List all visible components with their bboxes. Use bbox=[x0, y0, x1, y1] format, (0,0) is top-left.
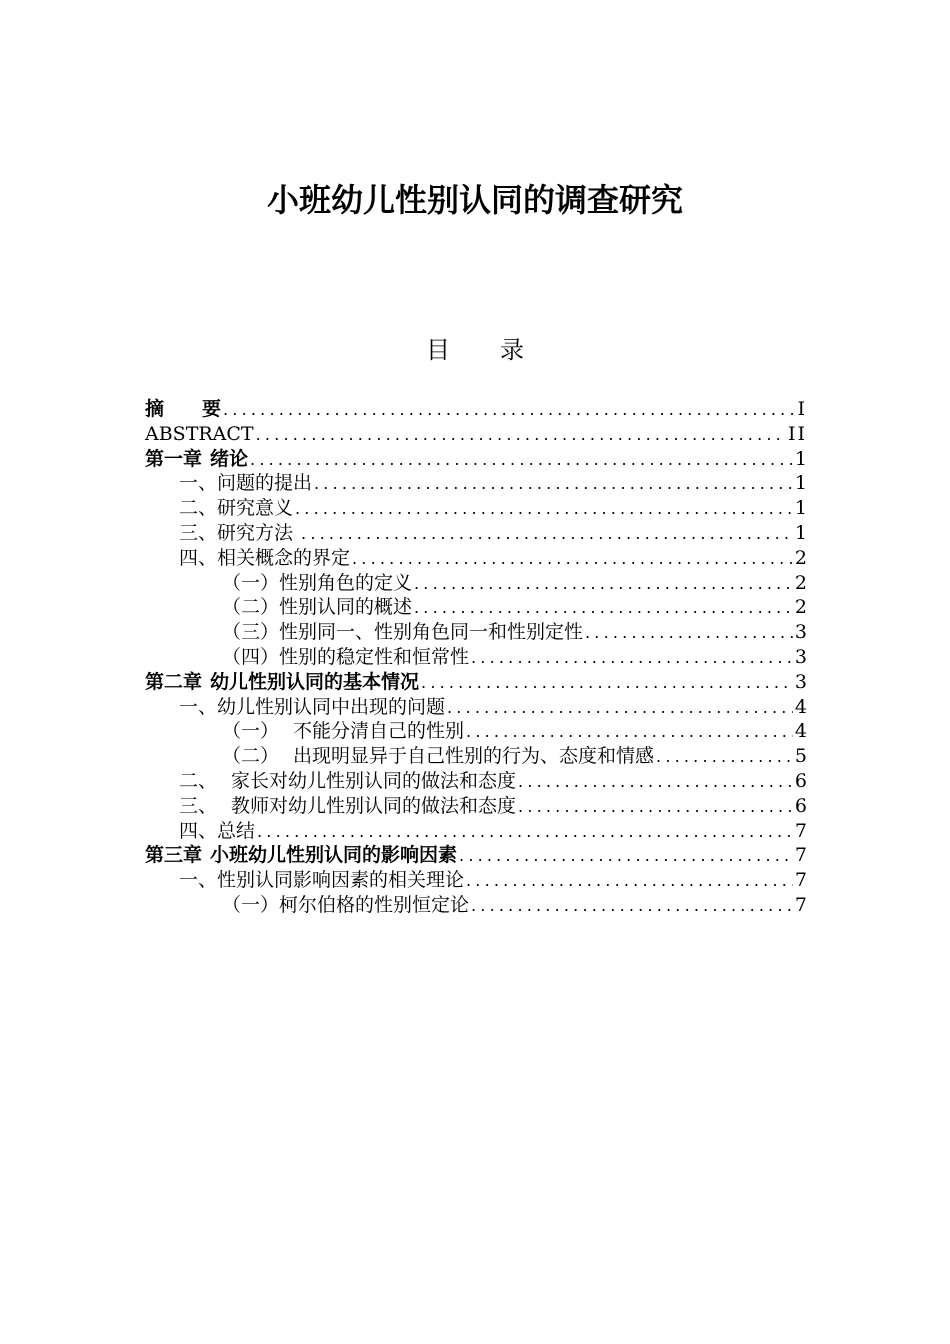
toc-entry-page: 1 bbox=[794, 497, 807, 520]
toc-leader-dots bbox=[466, 720, 793, 745]
toc-entry-label: 第一章 绪论 bbox=[145, 447, 249, 470]
toc-entry-label: 第三章 小班幼儿性别认同的影响因素 bbox=[145, 844, 458, 867]
toc-entry[interactable] bbox=[145, 893, 807, 918]
toc-entry[interactable] bbox=[145, 719, 807, 744]
toc-entry[interactable] bbox=[145, 546, 807, 571]
toc-leader-dots bbox=[656, 745, 793, 770]
toc-entry[interactable] bbox=[145, 397, 807, 422]
toc-entry[interactable] bbox=[145, 422, 807, 447]
toc-entry[interactable] bbox=[145, 819, 807, 844]
toc-entry-label: 一、性别认同影响因素的相关理论 bbox=[179, 869, 465, 892]
toc-entry-number: 二、 bbox=[179, 769, 218, 792]
toc-entry-label: （一）性别角色的定义 bbox=[222, 571, 413, 594]
toc-entry-page: 4 bbox=[794, 720, 807, 743]
toc-entry[interactable] bbox=[145, 843, 807, 868]
toc-heading-char: 录 bbox=[500, 336, 524, 364]
toc-leader-dots bbox=[257, 820, 793, 845]
toc-leader-dots bbox=[352, 547, 793, 572]
toc-entry[interactable] bbox=[145, 744, 807, 769]
toc-entry[interactable] bbox=[145, 620, 807, 645]
toc-entry-number: 第一章 bbox=[145, 447, 203, 470]
toc-entry-label: ABSTRACT bbox=[145, 422, 254, 445]
toc-leader-dots bbox=[459, 844, 793, 869]
toc-entry[interactable] bbox=[145, 571, 807, 596]
toc-leader-dots bbox=[471, 894, 793, 919]
toc-entry-label: （一）柯尔伯格的性别恒定论 bbox=[222, 893, 470, 916]
toc-entry[interactable] bbox=[145, 496, 807, 521]
toc-entry[interactable] bbox=[145, 670, 807, 695]
toc-entry[interactable] bbox=[145, 447, 807, 472]
toc-entry-page: 1 bbox=[794, 447, 807, 470]
toc-entry-page: 7 bbox=[794, 893, 807, 916]
toc-entry[interactable] bbox=[145, 868, 807, 893]
toc-leader-dots bbox=[447, 696, 793, 721]
toc-entry-page: 2 bbox=[794, 571, 807, 594]
toc-entry-page: 1 bbox=[794, 472, 807, 495]
toc-entry-page: 4 bbox=[794, 695, 807, 718]
toc-entry-label: 四、相关概念的界定 bbox=[179, 546, 351, 569]
toc-entry-page: II bbox=[787, 422, 807, 445]
toc-entry-label: 二、研究意义 bbox=[179, 497, 294, 520]
toc-entry-label: 一、问题的提出 bbox=[179, 472, 313, 495]
toc-entry[interactable] bbox=[145, 521, 807, 546]
document-title: 小班幼儿性别认同的调查研究 bbox=[266, 181, 683, 219]
toc-leader-dots bbox=[314, 472, 793, 497]
toc-entry-page: 1 bbox=[794, 521, 807, 544]
toc-entry-label: 第二章 幼儿性别认同的基本情况 bbox=[145, 670, 420, 693]
toc-entry-page: 2 bbox=[794, 546, 807, 569]
toc-entry-number: 第三章 bbox=[145, 844, 203, 867]
toc-entry-number: 第二章 bbox=[145, 670, 203, 693]
toc-leader-dots bbox=[256, 423, 786, 448]
toc-heading bbox=[0, 332, 950, 368]
toc-entry[interactable] bbox=[145, 645, 807, 670]
toc-entry-page: 6 bbox=[794, 794, 807, 817]
toc-leader-dots bbox=[295, 497, 793, 522]
toc-entry-number: （二） bbox=[222, 745, 280, 768]
toc-entry-page: 7 bbox=[794, 869, 807, 892]
toc-entry-page: 6 bbox=[794, 769, 807, 792]
toc-entry-label: 四、总结 bbox=[179, 819, 256, 842]
toc-entry[interactable] bbox=[145, 595, 807, 620]
toc-entry-page: 2 bbox=[794, 596, 807, 619]
toc-entry-page: 3 bbox=[794, 670, 807, 693]
toc-entry-number: （一） bbox=[222, 720, 280, 743]
toc-entry-label: 摘 要 bbox=[145, 398, 222, 420]
toc-entry-label: 二、 家长对幼儿性别认同的做法和态度 bbox=[179, 769, 517, 792]
toc-leader-dots bbox=[414, 572, 793, 597]
toc-leader-dots bbox=[414, 596, 793, 621]
toc-leader-dots bbox=[301, 522, 793, 547]
toc-entry-label: （二） 出现明显异于自己性别的行为、态度和情感 bbox=[222, 745, 655, 768]
toc-entry-label: （一） 不能分清自己的性别 bbox=[222, 720, 465, 743]
toc-leader-dots bbox=[223, 398, 795, 423]
toc-entry[interactable] bbox=[145, 794, 807, 819]
toc-entry-label: 一、幼儿性别认同中出现的问题 bbox=[179, 695, 446, 718]
toc-entry-page: I bbox=[797, 398, 807, 420]
toc-entry-label: （二）性别认同的概述 bbox=[222, 596, 413, 619]
toc-leader-dots bbox=[585, 621, 793, 646]
toc-entry[interactable] bbox=[145, 695, 807, 720]
table-of-contents bbox=[145, 397, 807, 918]
toc-entry-number: 三、 bbox=[179, 794, 218, 817]
toc-entry-page: 3 bbox=[794, 621, 807, 644]
toc-heading-char: 目 bbox=[426, 336, 450, 364]
toc-leader-dots bbox=[250, 448, 793, 473]
toc-entry-page: 7 bbox=[794, 844, 807, 867]
toc-leader-dots bbox=[466, 869, 793, 894]
toc-entry-label: 三、研究方法 bbox=[179, 521, 300, 544]
toc-leader-dots bbox=[471, 646, 793, 671]
toc-entry[interactable] bbox=[145, 471, 807, 496]
toc-entry-page: 7 bbox=[794, 819, 807, 842]
toc-entry-label: （四）性别的稳定性和恒常性 bbox=[222, 645, 470, 668]
toc-entry[interactable] bbox=[145, 769, 807, 794]
toc-entry-page: 3 bbox=[794, 645, 807, 668]
toc-entry-page: 5 bbox=[794, 745, 807, 768]
toc-entry-label: 三、 教师对幼儿性别认同的做法和态度 bbox=[179, 794, 517, 817]
toc-leader-dots bbox=[518, 795, 793, 820]
toc-leader-dots bbox=[518, 770, 793, 795]
toc-leader-dots bbox=[421, 671, 793, 696]
toc-entry-label: （三）性别同一、性别角色同一和性别定性 bbox=[222, 621, 584, 644]
